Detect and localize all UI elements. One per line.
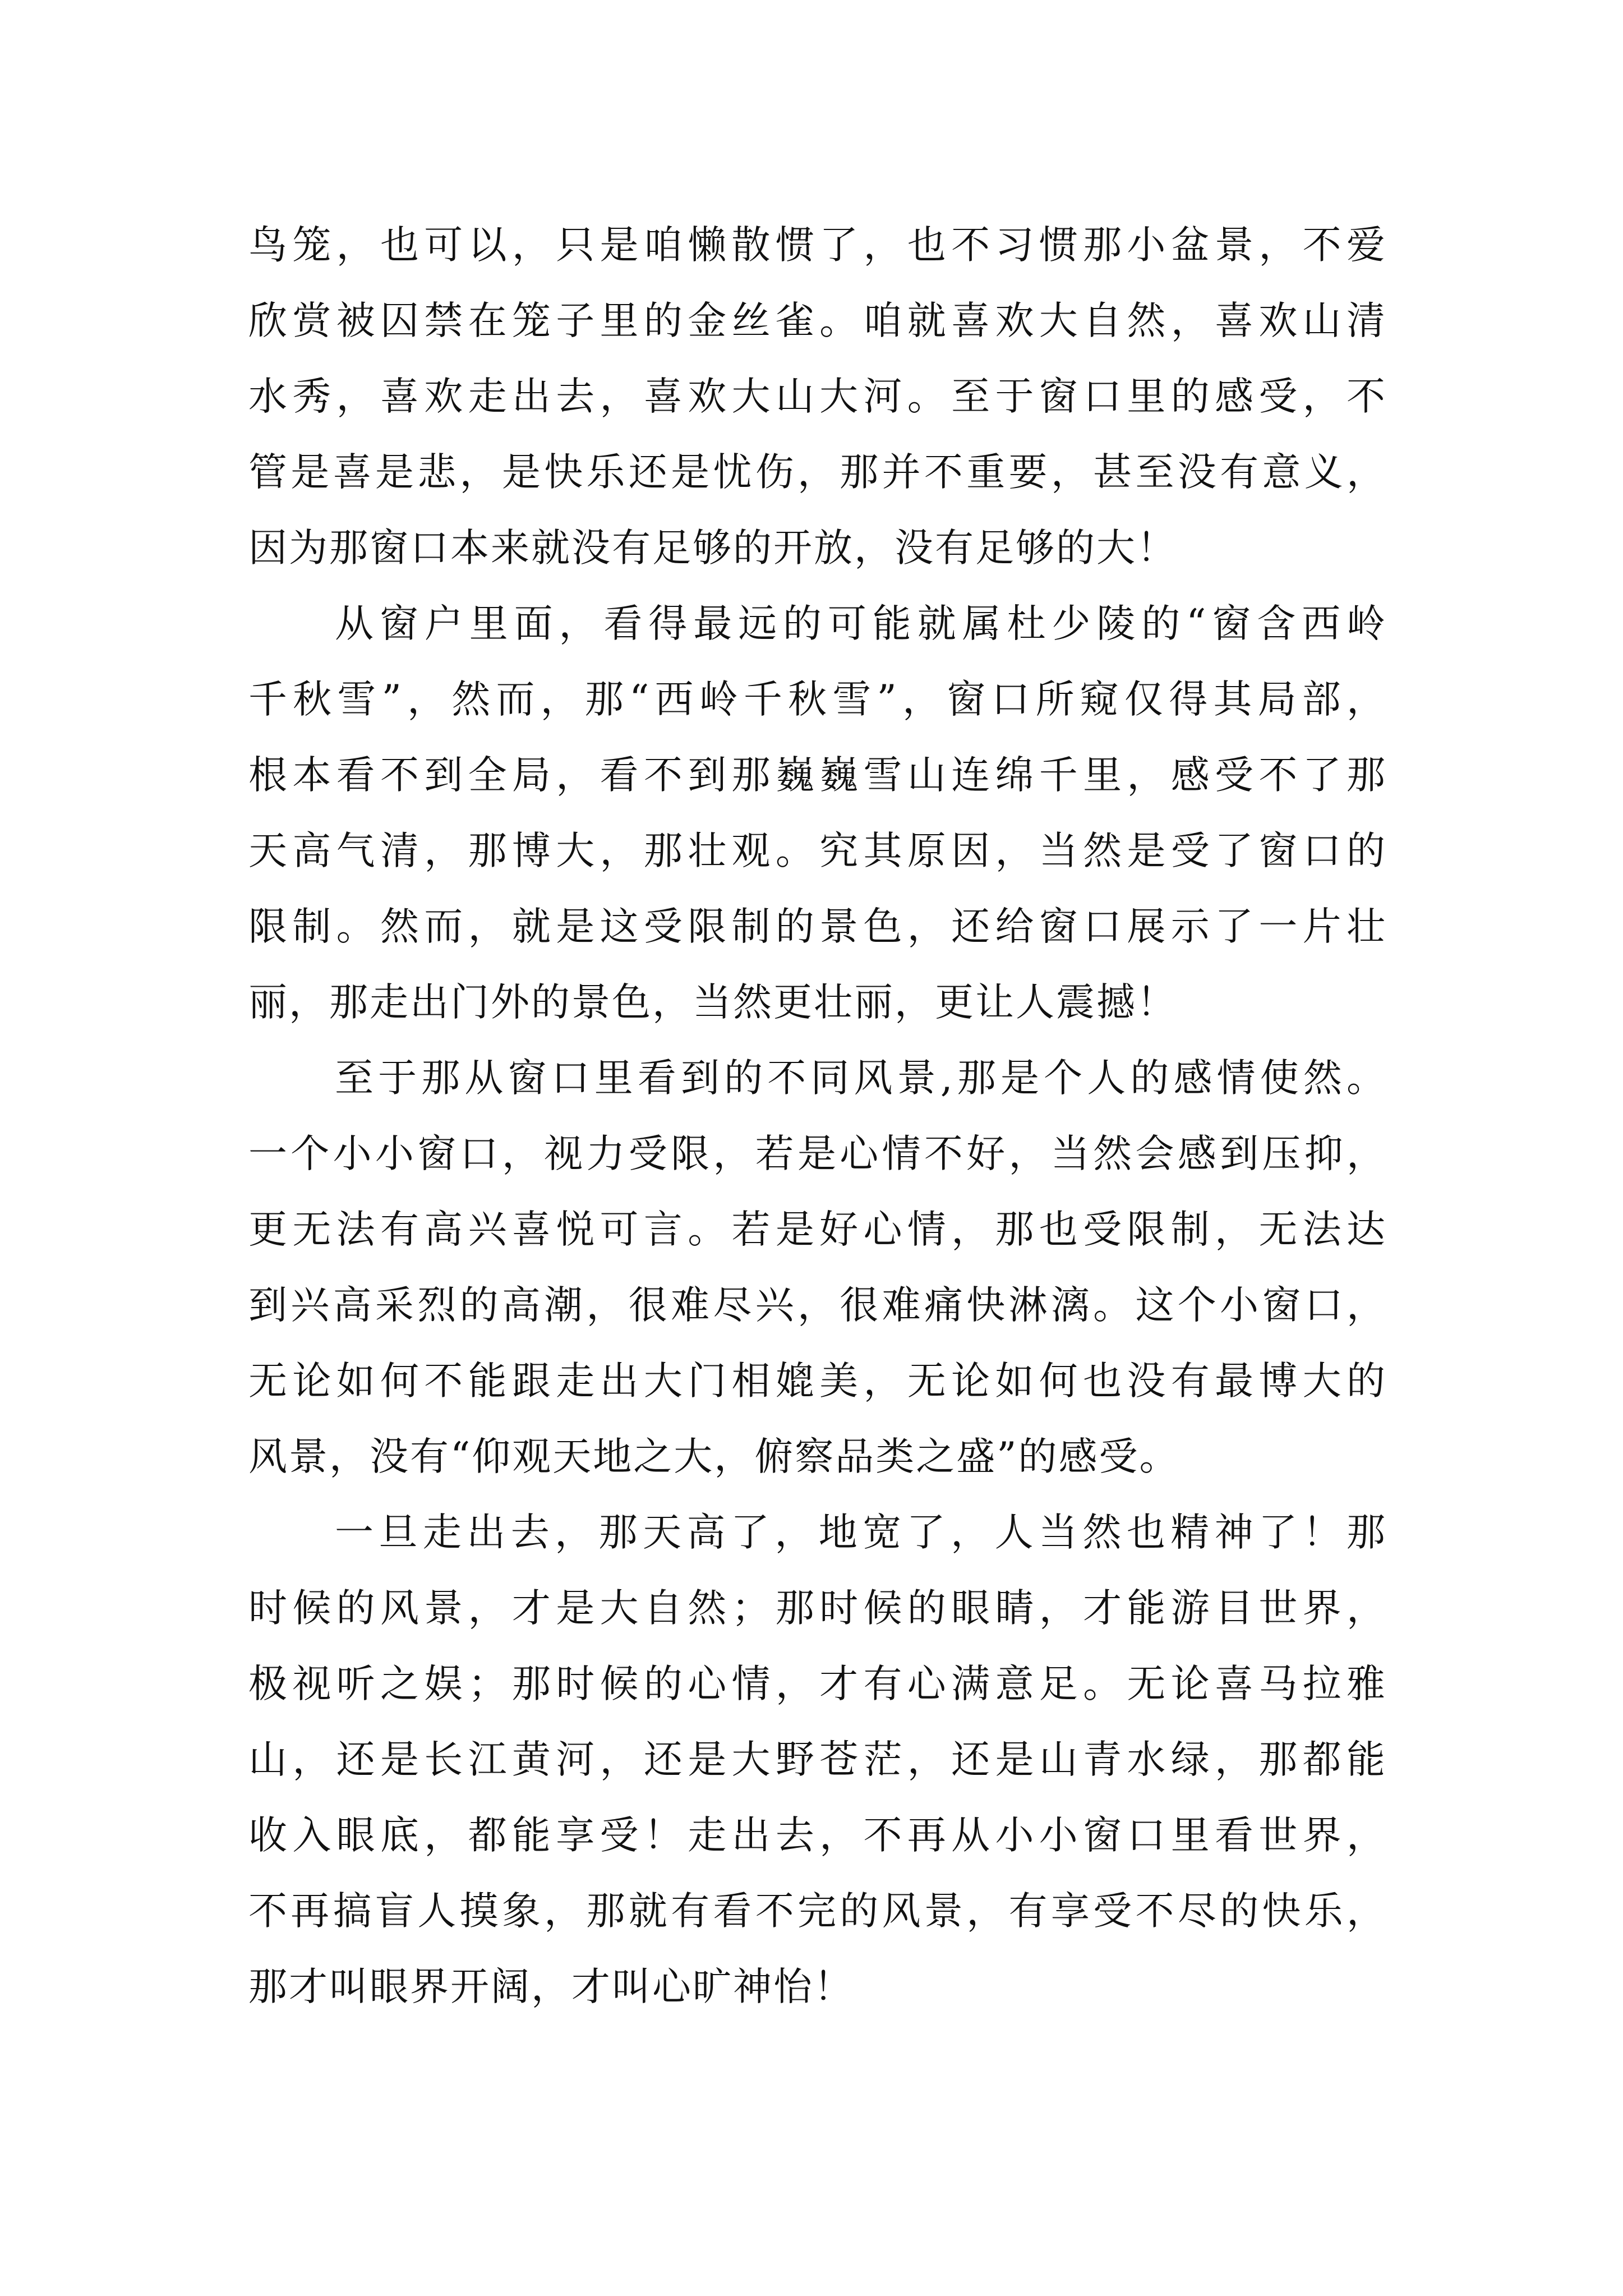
text-line: 根本看不到全局，看不到那巍巍雪山连绵千里，感受不了那 bbox=[248, 753, 1387, 798]
text-line: 不再搞盲人摸象，那就有看不完的风景，有享受不尽的快乐， bbox=[248, 1889, 1387, 1934]
text-line: 至于那从窗口里看到的不同风景,那是个人的感情使然。 bbox=[335, 1056, 1387, 1101]
text-line: 欣赏被囚禁在笼子里的金丝雀。咱就喜欢大自然，喜欢山清 bbox=[248, 298, 1387, 343]
text-line: 限制。然而，就是这受限制的景色，还给窗口展示了一片壮 bbox=[248, 904, 1387, 949]
text-line: 山，还是长江黄河，还是大野苍茫，还是山青水绿，那都能 bbox=[248, 1737, 1387, 1782]
text-line: 无论如何不能跟走出大门相媲美，无论如何也没有最博大的 bbox=[248, 1359, 1387, 1404]
text-line: 风景，没有“仰观天地之大，俯察品类之盛”的感受。 bbox=[248, 1434, 1180, 1479]
text-line: 时候的风景，才是大自然；那时候的眼睛，才能游目世界， bbox=[248, 1586, 1387, 1631]
text-line: 一个小小窗口，视力受限，若是心情不好，当然会感到压抑， bbox=[248, 1131, 1387, 1176]
text-line: 因为那窗口本来就没有足够的开放，没有足够的大！ bbox=[248, 526, 1177, 570]
text-line: 从窗户里面，看得最远的可能就属杜少陵的“窗含西岭 bbox=[335, 601, 1387, 646]
text-line: 一旦走出去，那天高了，地宽了，人当然也精神了！那 bbox=[335, 1510, 1387, 1555]
text-line: 水秀，喜欢走出去，喜欢大山大河。至于窗口里的感受，不 bbox=[248, 374, 1387, 419]
text-line: 天高气清，那博大，那壮观。究其原因，当然是受了窗口的 bbox=[248, 829, 1387, 873]
text-line: 鸟笼，也可以，只是咱懒散惯了，也不习惯那小盆景，不爱 bbox=[248, 223, 1387, 268]
text-line: 到兴高采烈的高潮，很难尽兴，很难痛快淋漓。这个小窗口， bbox=[248, 1283, 1387, 1328]
text-line: 那才叫眼界开阔，才叫心旷神怡！ bbox=[248, 1964, 854, 2009]
text-line: 管是喜是悲，是快乐还是忧伤，那并不重要，甚至没有意义， bbox=[248, 450, 1387, 495]
text-line: 丽，那走出门外的景色，当然更壮丽，更让人震撼！ bbox=[248, 980, 1177, 1025]
text-line: 极视听之娱；那时候的心情，才有心满意足。无论喜马拉雅 bbox=[248, 1662, 1387, 1706]
text-line: 千秋雪”，然而，那“西岭千秋雪”，窗口所窥仅得其局部， bbox=[248, 677, 1387, 722]
text-line: 收入眼底，都能享受！走出去，不再从小小窗口里看世界， bbox=[248, 1813, 1387, 1858]
text-line: 更无法有高兴喜悦可言。若是好心情，那也受限制，无法达 bbox=[248, 1207, 1387, 1252]
